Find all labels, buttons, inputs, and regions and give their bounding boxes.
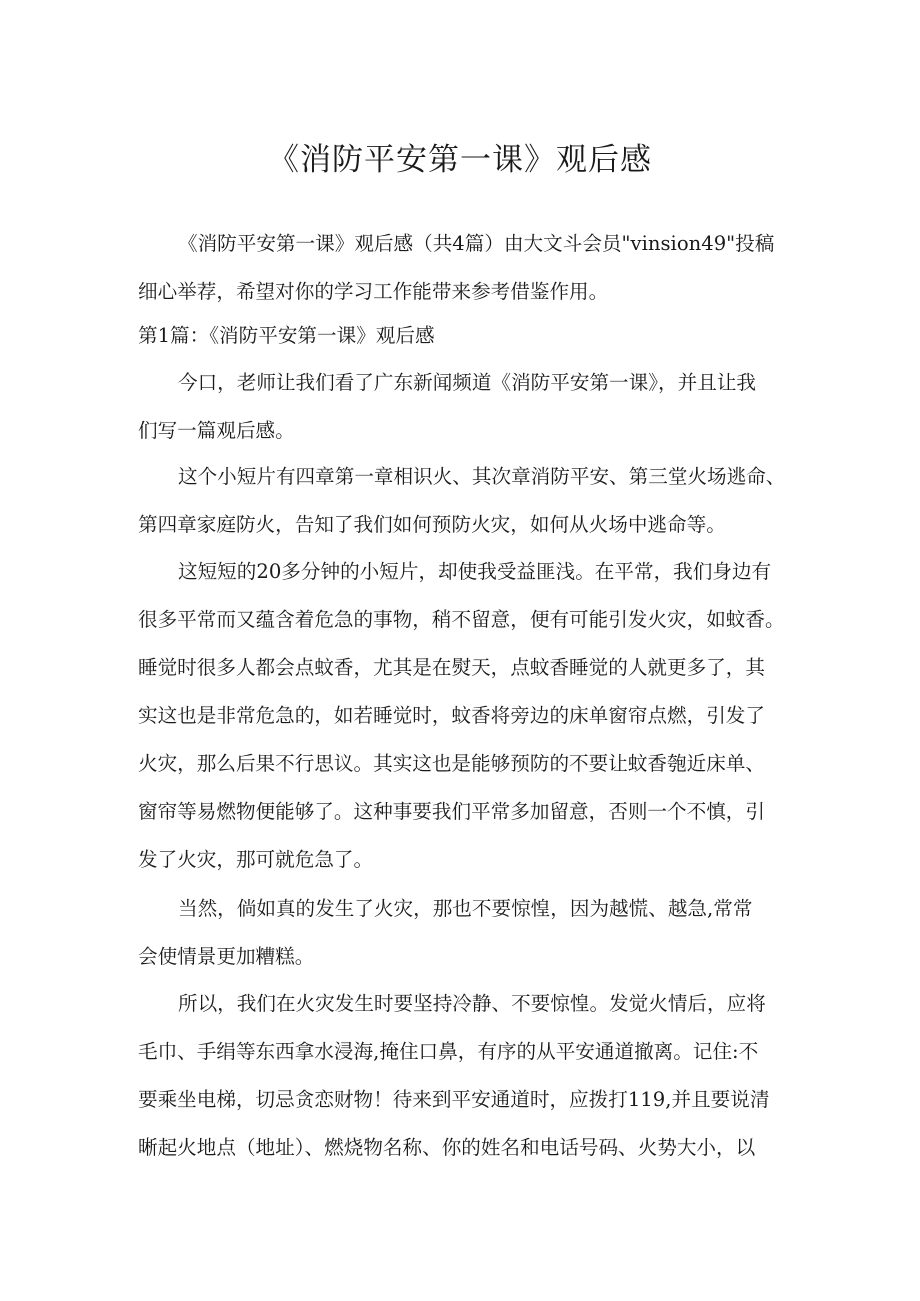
text-line: 实这也是非常危急的，如若睡觉时，蚊香将旁边的床单窗帘点燃，引发了 (138, 704, 765, 727)
text-line: 睡觉时很多人都会点蚊香，尤其是在熨天，点蚊香睡觉的人就更多了，其 (138, 656, 765, 679)
page-title: 《消防平安第一课》观后感 (268, 142, 652, 178)
text-line: 《消防平安第一课》观后感（共4篇）由大文斗会员"vinsion49"投稿 (178, 232, 775, 255)
body-paragraph-4 (138, 885, 798, 981)
section-heading (138, 312, 798, 360)
text-line: 发了火灾，那可就危急了。 (138, 848, 374, 871)
text-line: 细心举荐，希望对你的学习工作能带来参考借鉴作用。 (138, 280, 609, 303)
text-line: 第1篇：《消防平安第一课》观后感 (138, 324, 435, 347)
text-line: 会使情景更加糟糕。 (138, 945, 315, 968)
text-line: 晰起火地点（地址）、燃烧物名称、你的姓名和电话号码、火势大小，以 (138, 1136, 756, 1159)
body-paragraph-3 (138, 548, 798, 884)
text-line: 毛巾、手绢等东西拿水浸海,掩住口鼻，有序的从平安通道撤离。记住:不 (138, 1040, 759, 1063)
text-line: 今口，老师让我们看了广东新闻频道《消防平安第一课》，并且让我 (178, 371, 757, 394)
body-paragraph-2 (138, 453, 798, 549)
text-line: 当然，倘如真的发生了火灾，那也不要惊惶，因为越慌、越急,常常 (178, 897, 753, 920)
intro-paragraph (138, 220, 798, 316)
text-line: 第四章家庭防火，告知了我们如何预防火灾，如何从火场中逃命等。 (138, 513, 726, 536)
text-line: 很多平常而又蕴含着危急的事物，稍不留意，便有可能引发火灾，如蚊香。 (138, 608, 785, 631)
text-line: 要乘坐电梯，切忌贪恋财物！待来到平安通道时，应拨打119,并且要说清 (138, 1088, 770, 1111)
text-line: 火灾，那么后果不行思议。其实这也是能够预防的不要让蚊香匏近床单、 (138, 752, 765, 775)
text-line: 所以，我们在火灾发生时要坚持冷静、不要惊惶。发觉火情后，应将 (178, 992, 766, 1015)
body-paragraph-1 (138, 359, 798, 455)
text-line: 们写一篇观后感。 (138, 419, 295, 442)
text-line: 这个小短片有四章第一章相识火、其次章消防平安、第三堂火场逃命、 (178, 465, 786, 488)
body-paragraph-5 (138, 980, 798, 1172)
text-line: 这短短的20多分钟的小短片，却使我受益匪浅。在平常，我们身边有 (178, 560, 772, 583)
text-line: 窗帘等易燃物便能够了。这种事要我们平常多加留意，否则一个不慎，引 (138, 800, 765, 823)
